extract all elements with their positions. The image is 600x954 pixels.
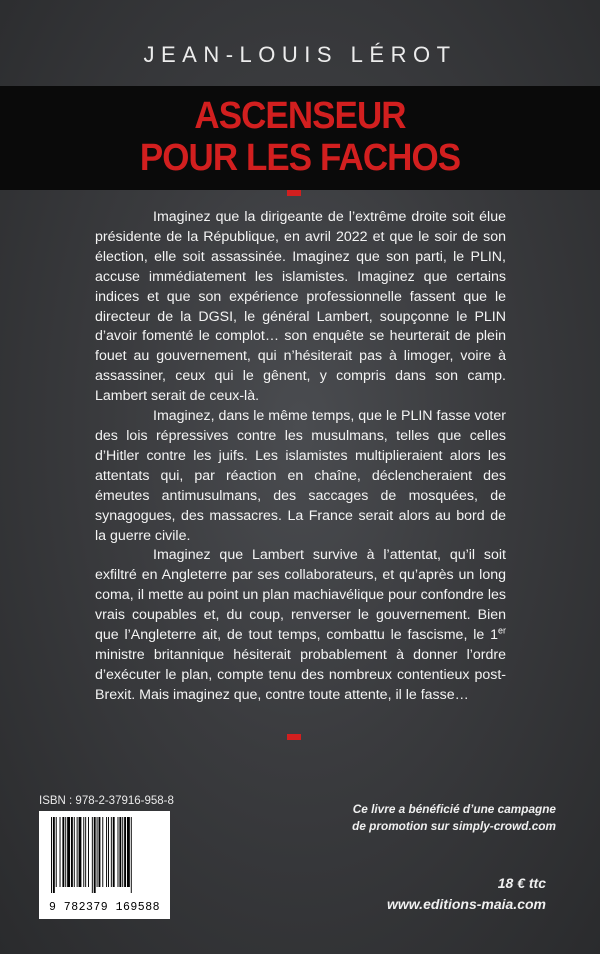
barcode-bar [83, 817, 84, 887]
barcode-bar [88, 817, 89, 887]
barcode-bar [65, 817, 66, 887]
barcode-bar [113, 817, 115, 887]
barcode-bar [111, 817, 112, 887]
barcode-bar [119, 817, 121, 887]
barcode-bars [51, 817, 158, 893]
blurb-paragraph-1: Imaginez que la dirigeante de l’extrême droite soit élue présidente de la République, en avril 2022 et que le soir de son élection, elle soit assassinée. Imaginez que son parti, le PLIN, accuse immédiatement les islamistes. Imaginez que certains indices et que son expérience professionnelle fassent que le directeur de la DGSI, le général Lambert, soupçonne le PLIN d’avoir fomenté le complot… son enquête se heurterait de plein fouet au gouvernement, qui n’hésiterait pas à limoger, voire à assassiner, ceux qui le gênent, y compris dans son camp. Lambert serait de ceux-là. [95, 209, 506, 405]
promo-line-1: Ce livre a bénéficié d’une campagne [352, 802, 556, 816]
barcode-bar [74, 817, 75, 887]
barcode-bar [122, 817, 123, 887]
barcode-bar [77, 817, 78, 887]
barcode-bar [99, 817, 101, 887]
barcode-bar [79, 817, 82, 887]
barcode-bar [131, 817, 132, 893]
barcode-bar [67, 817, 70, 887]
barcode-bar [62, 817, 64, 887]
barcode-bar [102, 817, 103, 887]
title-line-1: ASCENSEUR [194, 95, 406, 137]
barcode-bar [85, 817, 86, 887]
blurb-paragraph-2: Imaginez, dans le même temps, que le PLIN fasse voter des lois répressives contre les musulmans, telles que celles d’Hitler contre les juifs. Les islamistes multiplieraient alors les attentats qui, par réaction en chaîne, déclencheraient des émeutes antimusulmans, des saccages de mosquées, de synagogues, des massacres. La France serait alors au bord de la guerre civile. [95, 408, 506, 544]
blurb-paragraph-3 [95, 546, 506, 705]
blurb [95, 208, 506, 706]
barcode-bar [127, 817, 130, 887]
title-line-2: POUR LES FACHOS [139, 137, 461, 179]
blurb-paragraph-3-part-a: Imaginez que Lambert survive à l’attentat, qu’il soit exfiltré en Angleterre par ses collaborateurs, et qu’après un long coma, il mette au point un plan machiavélique pour confondre les vrais coupables et, du coup, renverser le gouvernement. Bien que l’Angleterre ait, de tout temps, combattu le fascisme, le 1 [95, 547, 506, 644]
barcode-bar [118, 817, 119, 887]
barcode-digits: 9 782379 169588 [48, 901, 161, 914]
barcode-bar [124, 817, 126, 887]
superscript-er: er [497, 625, 506, 636]
barcode-bar [92, 817, 93, 893]
promo-line-2: de promotion sur simply-crowd.com [352, 819, 556, 833]
barcode-bar [51, 817, 52, 893]
publisher-website[interactable]: www.editions-maia.com [387, 896, 546, 912]
blurb-paragraph-3-part-b: ministre britannique hésiterait probablement à donner l’ordre d’exécuter le plan, compte tenu des nombreux contentieux post-Brexit. Mais imaginez que, contre toute attente, il le fasse… [95, 646, 506, 703]
author-name: JEAN-LOUIS LÉROT [143, 42, 457, 67]
barcode-bar [60, 817, 61, 887]
barcode-bar [106, 817, 107, 887]
barcode-bar [56, 817, 57, 887]
barcode-bar [108, 817, 109, 887]
barcode [39, 811, 170, 919]
barcode-bar [71, 817, 73, 887]
promo-note [296, 801, 556, 835]
book-title [24, 95, 576, 179]
top-red-mark [287, 190, 301, 196]
price: 18 € ttc [497, 875, 546, 891]
barcode-bar [53, 817, 55, 893]
barcode-bar [97, 817, 98, 887]
isbn-label: ISBN : 978-2-37916-958-8 [39, 795, 174, 807]
barcode-bar [94, 817, 96, 893]
bottom-red-mark [287, 734, 301, 740]
